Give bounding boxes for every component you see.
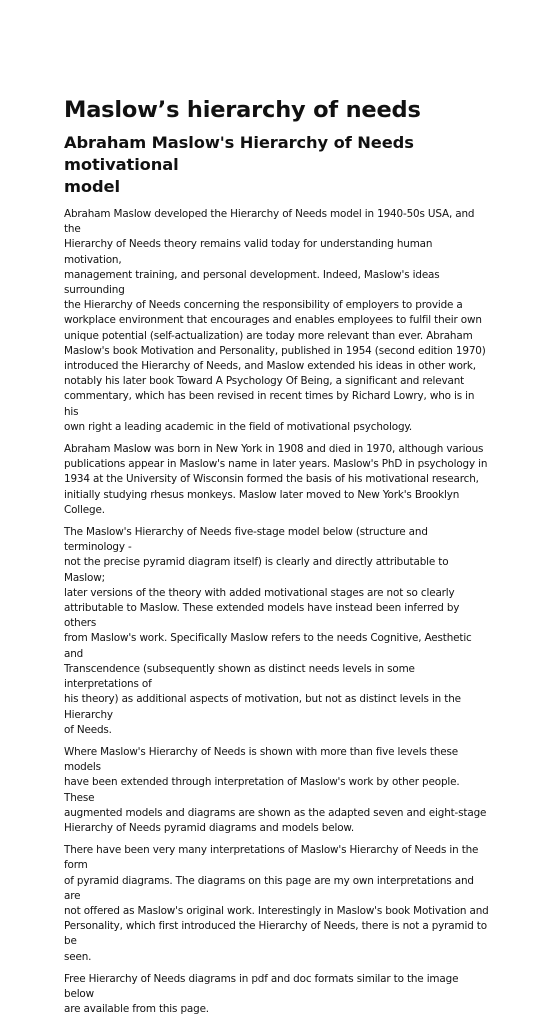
paragraph-free-diagrams: Free Hierarchy of Needs diagrams in pdf and doc formats similar to the image below are available from this page. <box>64 972 459 1016</box>
section-heading: Abraham Maslow's Hierarchy of Needs motivational model <box>64 133 414 196</box>
paragraph-extended-models: Where Maslow's Hierarchy of Needs is shown with more than five levels these models have been extended through interpretation of Maslow's work by other people. These augmented models and diagrams are shown as the adapted seven and eight-stage Hierarchy of Needs pyramid diagrams and models below. <box>64 745 487 834</box>
paragraph-five-stage-model: The Maslow's Hierarchy of Needs five-stage model below (structure and terminology - not the precise pyramid diagram itself) is clearly and directly attributable to Maslow; later versions of the theory with added motivational stages are not so clearly attributable to Maslow. These extended models have instead been inferred by others from Maslow's work. Specifically Maslow refers to the needs Cognitive, Aesthetic and Transcendence (subsequently shown as distinct needs levels in some interpretations of his theory) as additional aspects of motivation, but not as distinct levels in the Hierarchy of Needs. <box>64 526 472 736</box>
paragraph-intro: Abraham Maslow developed the Hierarchy of Needs model in 1940-50s USA, and the Hierarchy of Needs theory remains valid today for understanding human motivation, management training, and personal development. Indeed, Maslow's ideas surrounding the Hierarchy of Needs concerning the responsibility of employers to provide a workplace environment that encourages and enables employees to fulfil their own unique potential (self-actualization) are today more relevant than ever. Abraham Maslow's book Motivation and Personality, published in 1954 (second edition 1970) introduced the Hierarchy of Needs, and Maslow extended his ideas in other work, notably his later book Toward A Psychology Of Being, a significant and relevant commentary, which has been revised in recent times by Richard Lowry, who is in his own right a leading academic in the field of motivational psychology. <box>64 208 486 433</box>
page-title: Maslow’s hierarchy of needs <box>64 97 421 123</box>
paragraph-interpretations: There have been very many interpretations of Maslow's Hierarchy of Needs in the form of pyramid diagrams. The diagrams on this page are my own interpretations and are not offered as Maslow's original work. Interestingly in Maslow's book Motivation and Personality, which first introduced the Hierarchy of Needs, there is not a pyramid to be seen. <box>64 844 489 963</box>
paragraph-biography: Abraham Maslow was born in New York in 1908 and died in 1970, although various publications appear in Maslow's name in later years. Maslow's PhD in psychology in 1934 at the University of Wisconsin formed the basis of his motivational research, initially studying rhesus monkeys. Maslow later moved to New York's Brooklyn College. <box>64 443 488 516</box>
document-page <box>64 96 490 1024</box>
